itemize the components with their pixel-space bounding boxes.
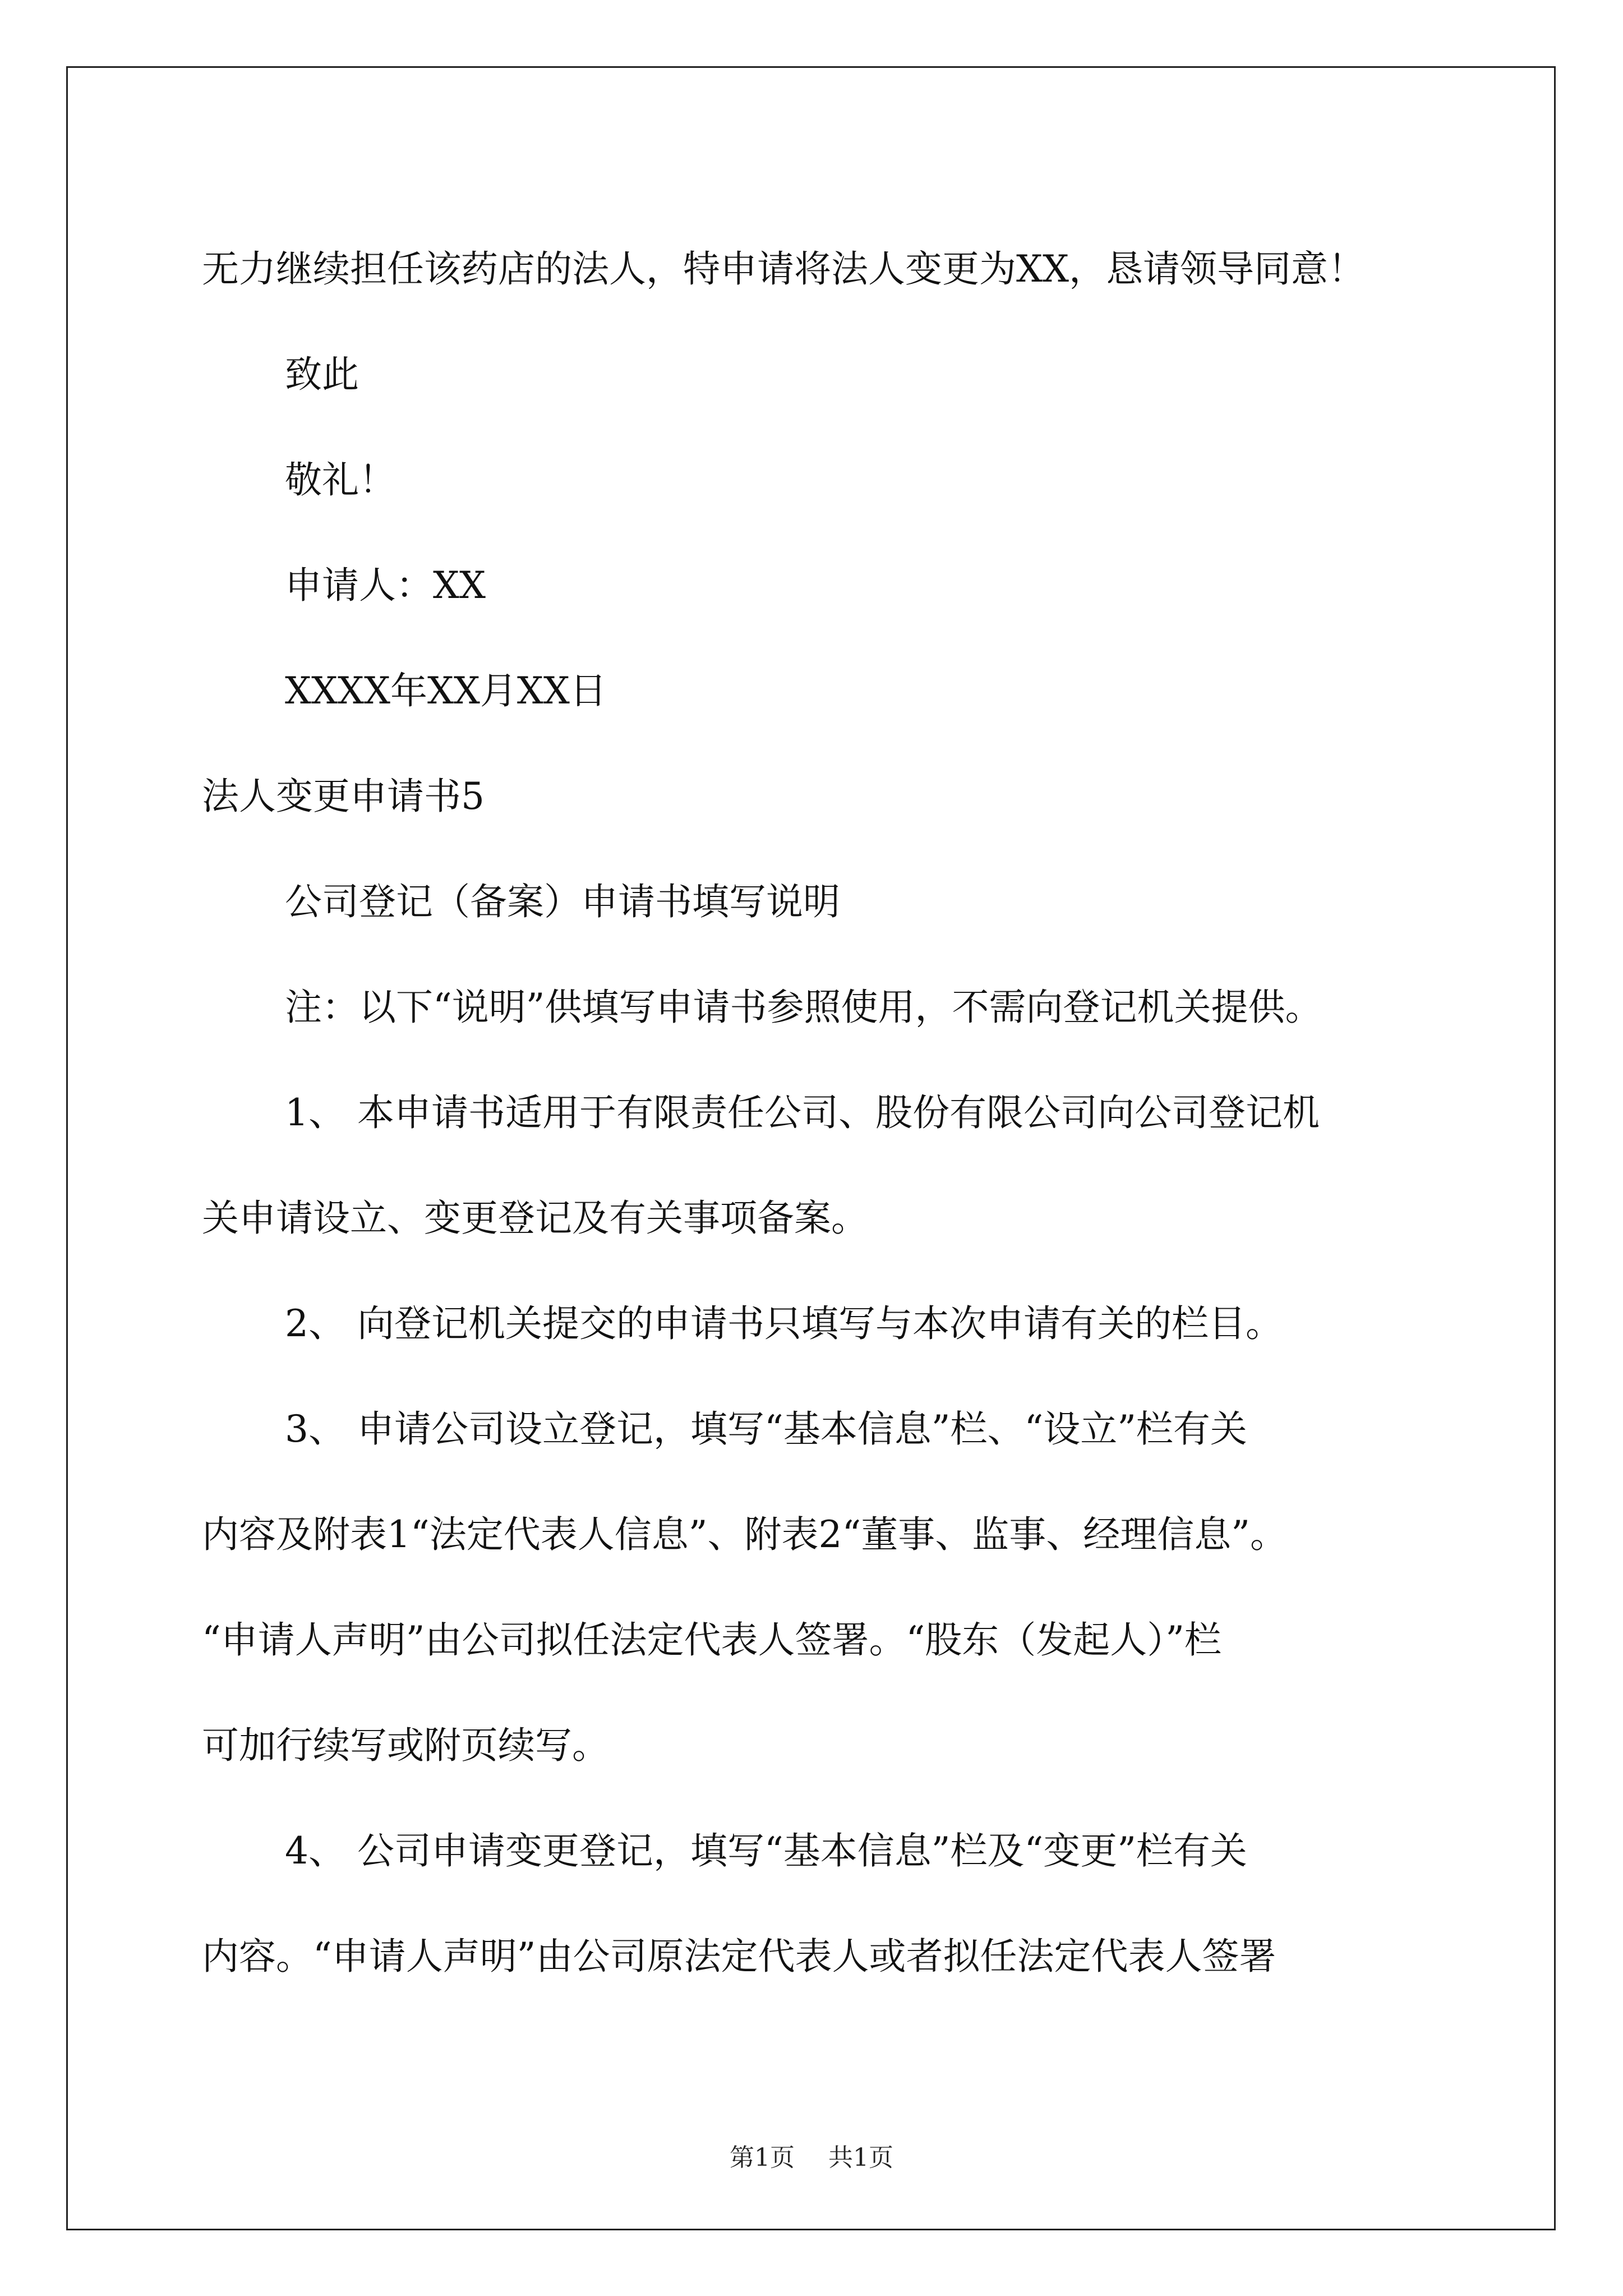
document-body	[202, 217, 1436, 2009]
text-line: 内容。“申请人声明”由公司原法定代表人或者拟任法定代表人签署	[202, 1935, 1276, 1978]
text-line: 致此	[285, 353, 359, 396]
page-footer	[0, 2137, 1623, 2173]
text-line: 4、 公司申请变更登记，填写“基本信息”栏及“变更”栏有关	[285, 1829, 1247, 1872]
applicant-line: 申请人：XX	[285, 564, 486, 607]
section-title: 法人变更申请书5	[202, 775, 485, 818]
text-line: “申请人声明”由公司拟任法定代表人签署。“股东（发起人）”栏	[202, 1618, 1221, 1662]
text-line: 2、 向登记机关提交的申请书只填写与本次申请有关的栏目。	[285, 1302, 1283, 1345]
text-line: 注：以下“说明”供填写申请书参照使用，不需向登记机关提供。	[285, 986, 1322, 1029]
text-line: 无力继续担任该药店的法人，特申请将法人变更为XX，恳请领导同意！	[202, 247, 1365, 291]
page-number-current: 第1页	[730, 2143, 795, 2172]
date-line: XXXX年XX月XX日	[285, 669, 607, 712]
text-line: 1、 本申请书适用于有限责任公司、股份有限公司向公司登记机	[285, 1091, 1320, 1134]
text-line: 3、 申请公司设立登记，填写“基本信息”栏、“设立”栏有关	[285, 1407, 1247, 1451]
text-line: 内容及附表1“法定代表人信息”、附表2“董事、监事、经理信息”。	[202, 1513, 1287, 1556]
text-line: 可加行续写或附页续写。	[202, 1724, 609, 1767]
subsection-title: 公司登记（备案）申请书填写说明	[285, 880, 840, 923]
page-number-total: 共1页	[828, 2143, 893, 2172]
text-line: 敬礼！	[285, 458, 396, 501]
text-line: 关申请设立、变更登记及有关事项备案。	[202, 1197, 868, 1240]
